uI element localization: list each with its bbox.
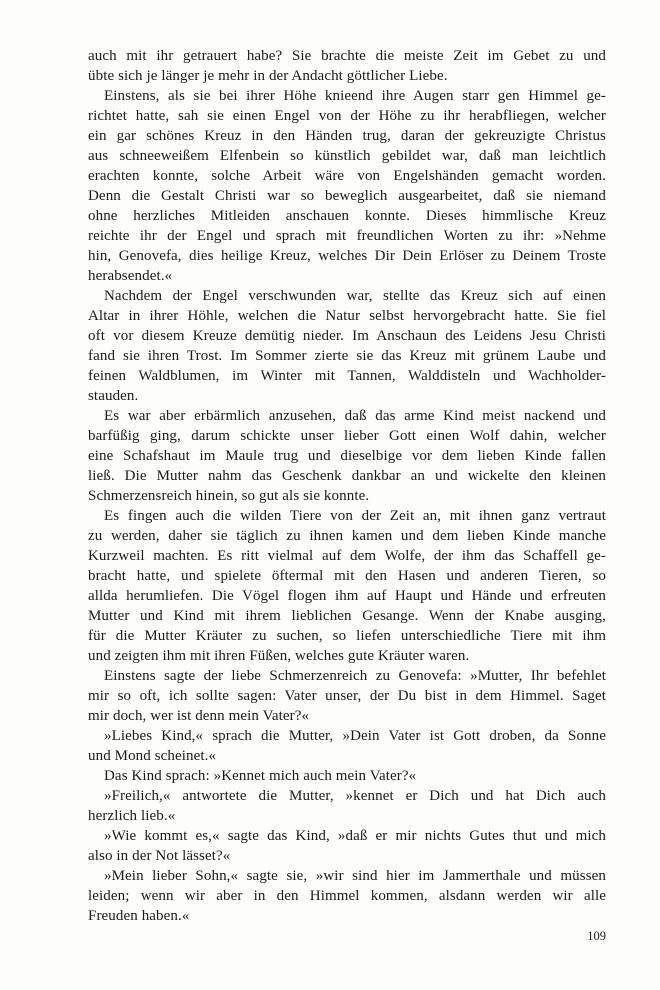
text-line: aus schneeweißem Elfenbein so künstlich gebildet war, daß man leichtlich [88,148,606,164]
text-line: reichte ihr der Engel und sprach mit freundlichen Worten zu ihr: »Nehme [88,228,606,244]
text-line: »Mein lieber Sohn,« sagte sie, »wir sind hier im Jammerthale und müssen [104,868,606,884]
text-line: für die Mutter Kräuter zu suchen, so liefen unterschiedliche Tiere mit ihm [88,628,606,644]
text-line: ließ. Die Mutter nahm das Geschenk dankbar an und wickelte den kleinen [88,468,606,484]
text-line: Schmerzensreich hinein, so gut als sie konnte. [88,488,370,504]
text-line: Freuden haben.« [88,908,190,924]
text-line: Nachdem der Engel verschwunden war, stellte das Kreuz sich auf einen [104,288,606,304]
text-line: Altar in ihrer Höhle, welchen die Natur selbst hervorgebracht hatte. Sie fiel [88,308,606,324]
text-line: eine Schafshaut im Maule trug und dieselbige vor dem lieben Kinde fallen [88,448,606,464]
text-line: Einstens, als sie bei ihrer Höhe knieend ihre Augen starr gen Himmel ge- [104,88,606,104]
text-line: barfüßig ging, darum schickte unser lieber Gott einen Wolf dahin, welcher [88,428,606,444]
text-line: und zeigten ihm mit ihren Füßen, welches gute Kräuter waren. [88,648,470,664]
text-line: bracht hatte, und spielete öftermal mit den Hasen und anderen Tieren, so [88,568,606,584]
text-line: feinen Waldblumen, im Winter mit Tannen, Walddisteln und Wachholder- [88,368,606,384]
text-line: fand sie ihren Trost. Im Sommer zierte sie das Kreuz mit grünem Laube und [88,348,606,364]
text-line: Denn die Gestalt Christi war so beweglich ausgearbeitet, daß sie niemand [88,188,606,204]
text-line: Es war aber erbärmlich anzusehen, daß das arme Kind meist nackend und [104,408,606,424]
text-line: leiden; wenn wir aber in den Himmel kommen, alsdann werden wir alle [88,888,606,904]
text-line: hin, Genovefa, dies heilige Kreuz, welches Dir Dein Erlöser zu Deinem Troste [88,248,606,264]
text-line: und Mond scheinet.« [88,748,217,764]
page-text [88,46,606,926]
text-line: ein gar schönes Kreuz in den Händen trug, daran der gekreuzigte Christus [88,128,606,144]
text-line: auch mit ihr getrauert habe? Sie brachte die meiste Zeit im Gebet zu und [88,48,606,64]
text-line: übte sich je länger je mehr in der Andacht göttlicher Liebe. [88,68,448,84]
text-line: mir doch, wer ist denn mein Vater?« [88,708,310,724]
text-line: herzlich lieb.« [88,808,176,824]
text-line: ohne herzliches Mitleiden anschauen konnte. Dieses himmlische Kreuz [88,208,606,224]
text-line: zu werden, daher sie täglich zu ihnen kamen und dem lieben Kinde manche [88,528,606,544]
text-line: oft vor diesem Kreuze demütig nieder. Im Anschaun des Leidens Jesu Christi [88,328,606,344]
text-line: Das Kind sprach: »Kennet mich auch mein Vater?« [104,768,417,784]
text-line: »Liebes Kind,« sprach die Mutter, »Dein Vater ist Gott droben, da Sonne [104,728,606,744]
text-line: Kurzweil machten. Es ritt vielmal auf dem Wolfe, der ihm das Schaffell ge- [88,548,606,564]
text-line: Einstens sagte der liebe Schmerzenreich zu Genovefa: »Mutter, Ihr befehlet [104,668,606,684]
text-line: mir so oft, ich sollte sagen: Vater unser, der Du bist in dem Himmel. Saget [88,688,606,704]
text-line: stauden. [88,388,139,404]
text-line: erachten konnte, solche Arbeit wäre von Engelshänden gemacht worden. [88,168,606,184]
text-line: herabsendet.« [88,268,173,284]
text-line: »Freilich,« antwortete die Mutter, »kennet er Dich und hat Dich auch [104,788,606,804]
text-line: richtet hatte, sah sie einen Engel von der Höhe zu ihr herabfliegen, welcher [88,108,606,124]
text-line: Mutter und Kind mit ihrem lieblichen Gesange. Wenn der Knabe ausging, [88,608,606,624]
text-line: »Wie kommt es,« sagte das Kind, »daß er mir nichts Gutes thut und mich [104,828,606,844]
page-number: 109 [587,929,606,943]
text-line: also in der Not lässet?« [88,848,231,864]
text-line: allda herumliefen. Die Vögel flogen ihm auf Haupt und Hände und erfreuten [88,588,606,604]
text-line: Es fingen auch die wilden Tiere von der Zeit an, mit ihnen ganz vertraut [104,508,606,524]
